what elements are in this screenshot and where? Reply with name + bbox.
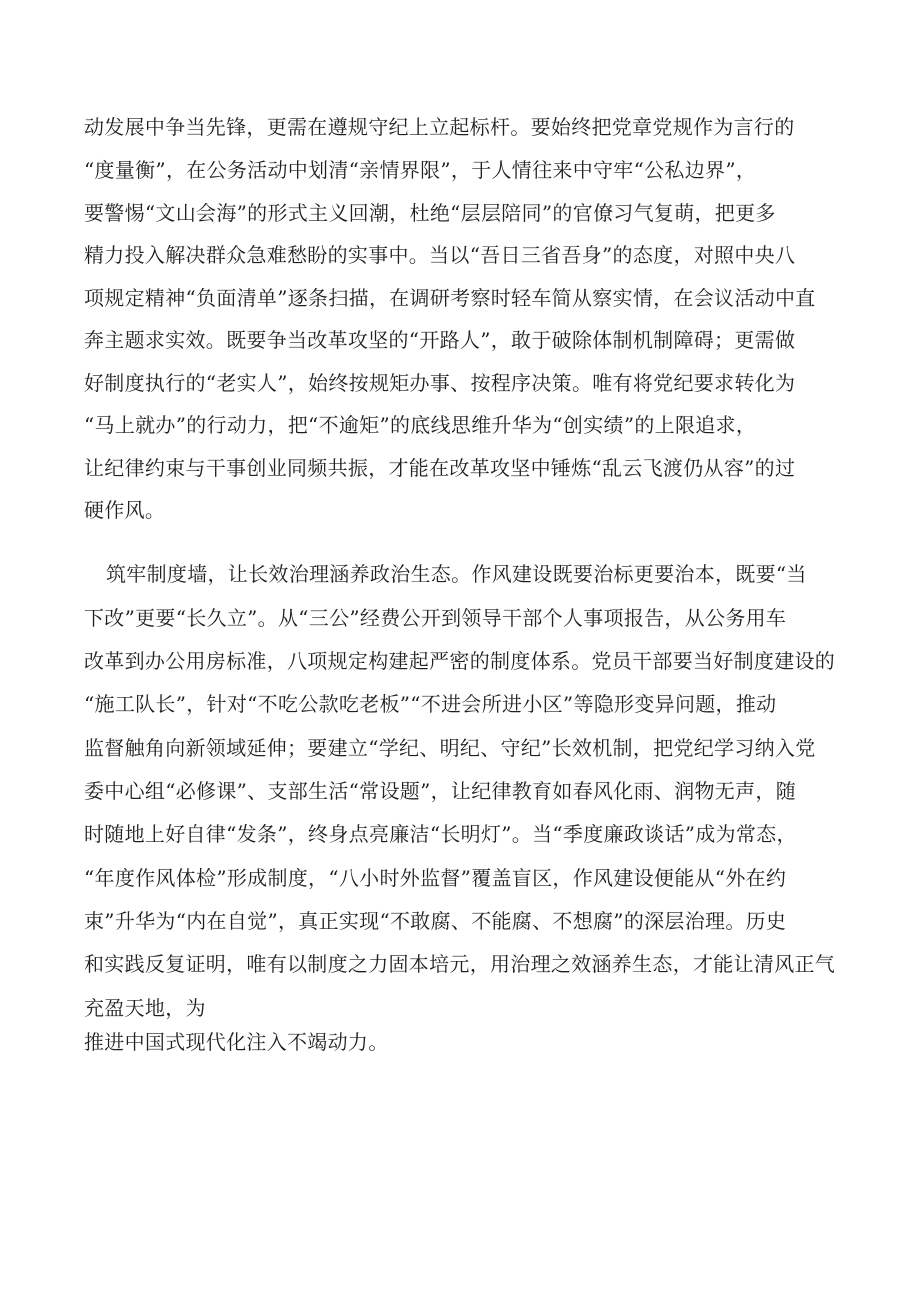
text-line: 动发展中争当先锋，更需在遵规守纪上立起标杆。要始终把党章党规作为言行的 xyxy=(84,115,795,139)
text-line: “马上就办”的行动力，把“不逾矩”的底线思维升华为“创实绩”的上限追求， xyxy=(84,413,757,437)
text-line: 让纪律约束与干事创业同频共振，才能在改革攻坚中锤炼“乱云飞渡仍从容”的过 xyxy=(84,456,796,480)
text-line: “年度作风体检”形成制度，“八小时外监督”覆盖盲区，作风建设便能从“外在约 xyxy=(84,866,787,890)
text-line: 精力投入解决群众急难愁盼的实事中。当以“吾日三省吾身”的态度，对照中央八 xyxy=(84,243,796,267)
text-line: 下改”更要“长久立”。从“三公”经费公开到领导干部个人事项报告，从公务用车 xyxy=(84,606,787,630)
text-line: 要警惕“文山会海”的形式主义回潮，杜绝“层层陪同”的官僚习气复萌，把更多 xyxy=(84,201,776,225)
text-line: 项规定精神“负面清单”逐条扫描，在调研考察时轻车简从察实情，在会议活动中直 xyxy=(84,286,816,310)
text-line: 束”升华为“内在自觉”，真正实现“不敢腐、不能腐、不想腐”的深层治理。历史 xyxy=(84,909,787,933)
text-line: 委中心组“必修课”、支部生活“常设题”，让纪律教育如春风化雨、润物无声，随 xyxy=(84,779,796,803)
text-line: 和实践反复证明，唯有以制度之力固本培元，用治理之效涵养生态，才能让清风正气 xyxy=(84,952,836,976)
text-line: 充盈天地，为 xyxy=(84,996,206,1020)
text-line: 奔主题求实效。既要争当改革攻坚的“开路人”，敢于破除体制机制障碍；更需做 xyxy=(84,328,796,352)
text-line: 推进中国式现代化注入不竭动力。 xyxy=(84,1030,389,1054)
text-line: 好制度执行的“老实人”，始终按规矩办事、按程序决策。唯有将党纪要求转化为 xyxy=(84,371,796,395)
text-line: “度量衡”，在公务活动中划清“亲情界限”，于人情往来中守牢“公私边界”， xyxy=(84,158,757,182)
text-line: 监督触角向新领域延伸；要建立“学纪、明纪、守纪”长效机制，把党纪学习纳入党 xyxy=(84,736,816,760)
text-line: 时随地上好自律“发条”，终身点亮廉洁“长明灯”。当“季度廉政谈话”成为常态， xyxy=(84,822,797,846)
text-line: 硬作风。 xyxy=(84,498,166,522)
text-line: “施工队长”，针对“不吃公款吃老板”“不进会所进小区”等隐形变异问题，推动 xyxy=(84,692,777,716)
paragraph-first-line: 筑牢制度墙，让长效治理涵养政治生态。作风建设既要治标更要治本，既要“当 xyxy=(106,562,807,586)
text-line: 改革到办公用房标准，八项规定构建起严密的制度体系。党员干部要当好制度建设的 xyxy=(84,649,836,673)
